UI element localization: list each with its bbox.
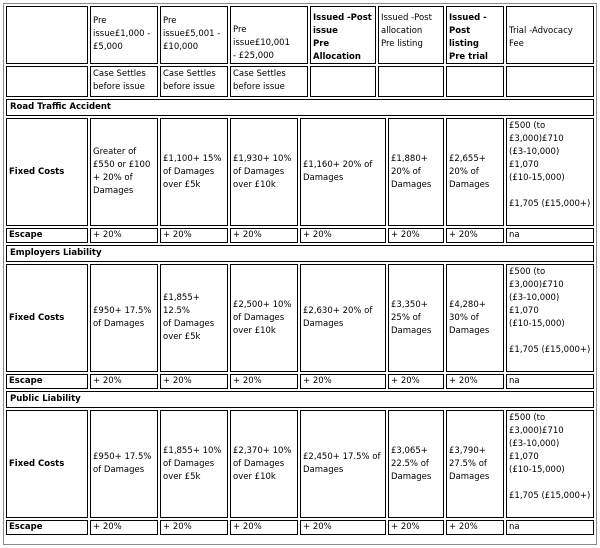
fixed-cost-cell: £1,160+ 20% of Damages <box>300 118 386 226</box>
header-col-6: Issued -Post listing Pre trial <box>446 6 504 64</box>
header-col-3: Pre issue£10,001 - £25,000 <box>230 6 308 64</box>
subheader-col-2: Case Settles before issue <box>160 66 228 97</box>
header-col-2: Pre issue£5,001 - £10,000 <box>160 6 228 64</box>
fixed-cost-cell: £1,930+ 10% of Damages over £10k <box>230 118 298 226</box>
fixed-cost-cell: £4,280+ 30% of Damages <box>446 264 504 372</box>
fixed-cost-cell: Greater of £550 or £100 + 20% of Damages <box>90 118 158 226</box>
header-col-1: Pre issue£1,000 - £5,000 <box>90 6 158 64</box>
escape-label: Escape <box>6 374 88 389</box>
section-title-employers-liability: Employers Liability <box>6 245 594 262</box>
escape-cell: + 20% <box>446 228 504 243</box>
subheader-col-3: Case Settles before issue <box>230 66 308 97</box>
escape-label: Escape <box>6 520 88 535</box>
escape-cell: + 20% <box>446 520 504 535</box>
fixed-cost-cell: £950+ 17.5% of Damages <box>90 410 158 518</box>
fixed-cost-cell: £2,370+ 10% of Damages over £10k <box>230 410 298 518</box>
trial-advocacy-fee-cell: £500 (to £3,000)£710 (£3-10,000) £1,070 (£10-15,000) £1,705 (£15,000+) <box>506 264 594 372</box>
fixed-cost-cell: £1,855+ 10% of Damages over £5k <box>160 410 228 518</box>
escape-cell: + 20% <box>230 228 298 243</box>
escape-cell: + 20% <box>230 520 298 535</box>
escape-cell: + 20% <box>230 374 298 389</box>
escape-cell: + 20% <box>388 520 444 535</box>
escape-cell: + 20% <box>300 228 386 243</box>
section-title-road-traffic-accident: Road Traffic Accident <box>6 99 594 116</box>
fixed-cost-cell: £2,450+ 17.5% of Damages <box>300 410 386 518</box>
fixed-cost-cell: £2,500+ 10% of Damages over £10k <box>230 264 298 372</box>
escape-cell: + 20% <box>446 374 504 389</box>
escape-cell: + 20% <box>300 374 386 389</box>
header-col-4: Issued -Post issue Pre Allocation <box>310 6 376 64</box>
fixed-cost-cell: £950+ 17.5% of Damages <box>90 264 158 372</box>
escape-cell: + 20% <box>300 520 386 535</box>
fixed-cost-cell: £3,790+ 27.5% of Damages <box>446 410 504 518</box>
fixed-cost-cell: £1,880+ 20% of Damages <box>388 118 444 226</box>
fixed-cost-cell: £3,350+ 25% of Damages <box>388 264 444 372</box>
fixed-cost-cell: £3,065+ 22.5% of Damages <box>388 410 444 518</box>
escape-cell: + 20% <box>90 228 158 243</box>
fixed-cost-cell: £1,100+ 15% of Damages over £5k <box>160 118 228 226</box>
header-col-5: Issued -Post allocation Pre listing <box>378 6 444 64</box>
escape-cell: + 20% <box>160 374 228 389</box>
escape-cell: + 20% <box>388 228 444 243</box>
escape-cell: + 20% <box>90 374 158 389</box>
header-col-7: Trial -Advocacy Fee <box>506 6 594 64</box>
subheader-empty-cell <box>6 66 88 97</box>
escape-cell: na <box>506 228 594 243</box>
subheader-col-4 <box>310 66 376 97</box>
subheader-col-1: Case Settles before issue <box>90 66 158 97</box>
fixed-cost-cell: £2,655+ 20% of Damages <box>446 118 504 226</box>
fixed-costs-label: Fixed Costs <box>6 264 88 372</box>
section-title-public-liability: Public Liability <box>6 391 594 408</box>
escape-cell: + 20% <box>160 228 228 243</box>
trial-advocacy-fee-cell: £500 (to £3,000)£710 (£3-10,000) £1,070 (£10-15,000) £1,705 (£15,000+) <box>506 410 594 518</box>
header-empty-cell <box>6 6 88 64</box>
fixed-cost-cell: £2,630+ 20% of Damages <box>300 264 386 372</box>
escape-label: Escape <box>6 228 88 243</box>
escape-cell: na <box>506 520 594 535</box>
subheader-col-5 <box>378 66 444 97</box>
escape-cell: na <box>506 374 594 389</box>
escape-cell: + 20% <box>90 520 158 535</box>
escape-cell: + 20% <box>388 374 444 389</box>
escape-cell: + 20% <box>160 520 228 535</box>
fixed-costs-label: Fixed Costs <box>6 410 88 518</box>
fixed-cost-cell: £1,855+ 12.5% of Damages over £5k <box>160 264 228 372</box>
subheader-col-7 <box>506 66 594 97</box>
fixed-costs-label: Fixed Costs <box>6 118 88 226</box>
subheader-col-6 <box>446 66 504 97</box>
trial-advocacy-fee-cell: £500 (to £3,000)£710 (£3-10,000) £1,070 (£10-15,000) £1,705 (£15,000+) <box>506 118 594 226</box>
